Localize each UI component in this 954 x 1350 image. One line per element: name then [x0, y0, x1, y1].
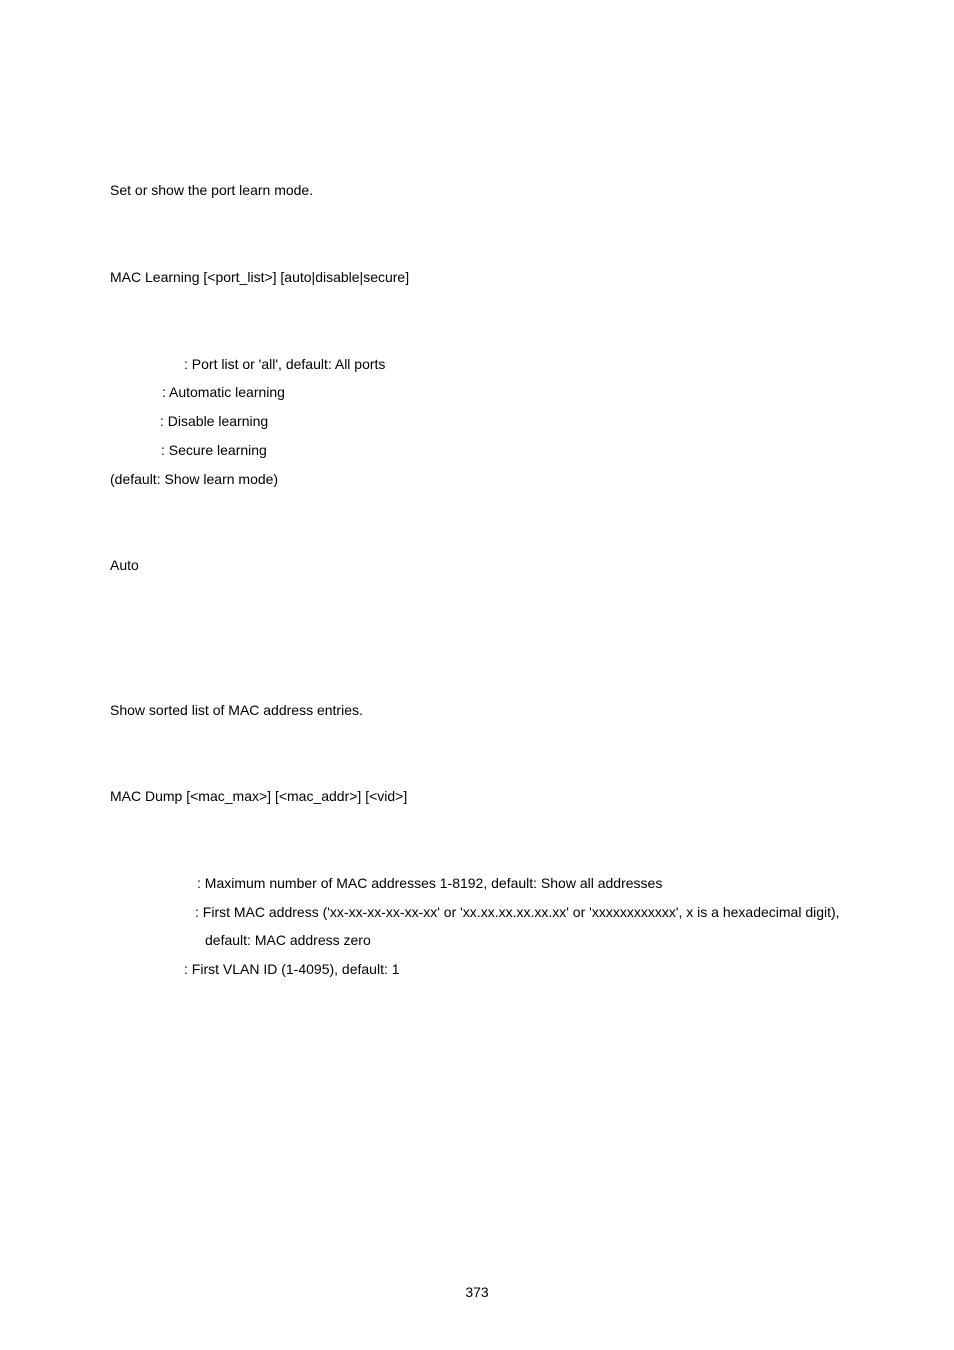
learning-param-auto: : Automatic learning — [162, 384, 285, 400]
dump-syntax: MAC Dump [<mac_max>] [<mac_addr>] [<vid>] — [110, 788, 408, 804]
dump-param-mac-max: : Maximum number of MAC addresses 1-8192, default: Show all addresses — [197, 875, 663, 891]
learning-param-disable: : Disable learning — [160, 413, 269, 429]
learning-description: Set or show the port learn mode. — [110, 182, 314, 198]
learning-default-note: (default: Show learn mode) — [110, 471, 279, 487]
learning-param-port-list: : Port list or 'all', default: All ports — [184, 356, 386, 372]
learning-param-secure: : Secure learning — [161, 442, 267, 458]
dump-description: Show sorted list of MAC address entries. — [110, 702, 363, 718]
learning-syntax: MAC Learning [<port_list>] [auto|disable|secure] — [110, 269, 410, 285]
dump-param-vid: : First VLAN ID (1-4095), default: 1 — [184, 961, 400, 977]
dump-param-mac-addr: : First MAC address ('xx-xx-xx-xx-xx-xx' or 'xx.xx.xx.xx.xx.xx' or 'xxxxxxxxxxxx', x is a hexadecimal digit), — [195, 904, 840, 920]
learning-default-value: Auto — [110, 557, 139, 573]
page-number: 373 — [465, 1284, 489, 1300]
dump-param-mac-addr-default: default: MAC address zero — [205, 932, 371, 948]
